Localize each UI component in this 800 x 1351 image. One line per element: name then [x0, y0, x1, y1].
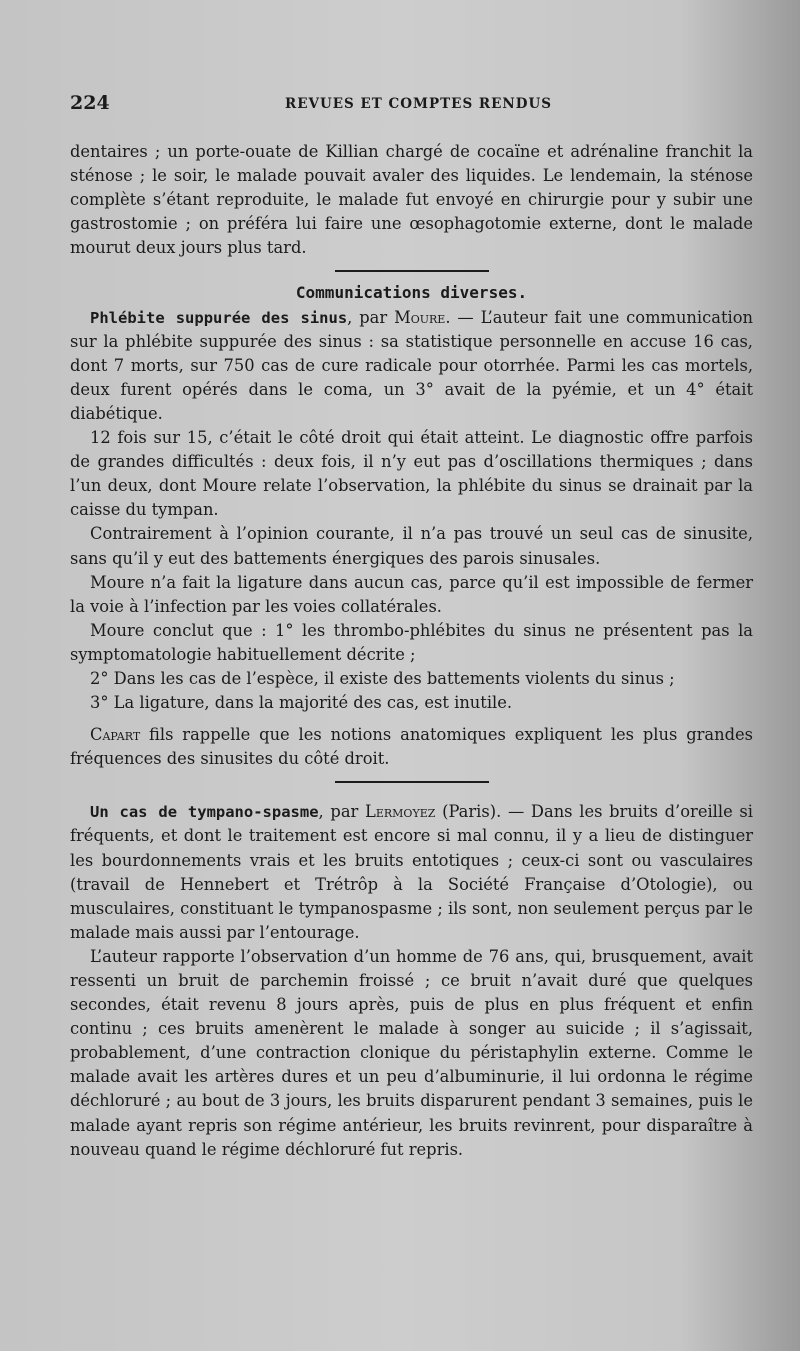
paragraph-text: (Paris). — Dans les bruits d’oreille si fréquents, et dont le traitement est encore si mal connu, il y a lieu de distinguer les bourdonnements vrais et les bruits entotiques ; ceux-ci sont ou vasculaires (travail de Hennebert et Trétrôp à la Société Française d’Otologie), ou musculaires, constituant le tympanospasme ; ils sont, non seulement perçus par le malade mais aussi par l’entourage. — [70, 802, 753, 942]
author-name: Capart — [90, 725, 141, 745]
paragraph: 12 fois sur 15, c’était le côté droit qui était atteint. Le diagnostic offre parfois de grandes difficultés : deux fois, il n’y eut pas d’oscillations thermiques ; dans l’un deux, dont Moure relate l’observation, la phlébite du sinus se drainait par la caisse du tympan. — [70, 428, 753, 520]
paragraph: L’auteur rapporte l’observation d’un homme de 76 ans, qui, brusquement, avait ressenti un bruit de parchemin froissé ; ce bruit n’avait duré que quelques secondes, était revenu 8 jours après, puis de plus en plus fréquent et enfin continu ; ces bruits amenèrent le malade à songer au suicide ; il s’agissait, probablement, d’une contraction clonique du péristaphylin externe. Comme le malade avait les artères dures et un peu d’albuminurie, il lui ordonna le régime déchloruré ; au bout de 3 jours, les bruits disparurent pendant 3 semaines, puis le malade ayant repris son régime antérieur, les bruits revinrent, pour disparaître à nouveau quand le régime déchloruré fut repris. — [70, 946, 753, 1159]
section-heading: Communications diverses. — [295, 283, 528, 303]
body-text — [70, 140, 753, 1162]
paragraph-tympano-spasme — [70, 800, 753, 945]
spacer — [70, 715, 753, 723]
paragraph-phlebite — [70, 306, 753, 426]
paragraph-text: fils rappelle que les notions anatomiques expliquent les plus grandes fréquences des sinusites du côté droit. — [70, 725, 753, 769]
paragraph: 2° Dans les cas de l’espèce, il existe des battements violents du sinus ; — [90, 668, 675, 688]
page-number: 224 — [70, 92, 110, 114]
running-title: REVUES ET COMPTES RENDUS — [285, 96, 552, 112]
author-name: Moure — [394, 307, 446, 327]
paragraph-text: . — L’auteur fait une communication sur la phlébite suppurée des sinus : sa statistique personnelle en accuse 16 cas, dont 7 morts, sur 750 cas de cure radicale pour otorrhée. Parmi les cas mortels, deux furent opérés dans le coma, un 3° avait de la pyémie, et un 4° était diabétique. — [70, 307, 753, 423]
paragraph: 3° La ligature, dans la majorité des cas, est inutile. — [90, 693, 513, 713]
paragraph-continuation: dentaires ; un porte-ouate de Killian chargé de cocaïne et adrénaline franchit la sténose ; le soir, le malade pouvait avaler des liquides. Le lendemain, la sténose complète s’étant reproduite, le malade fut envoyé en chirurgie pour y subir une gastrostomie ; on préféra lui faire une œsophagotomie externe, dont le malade mourut deux jours plus tard. — [70, 142, 753, 258]
paragraph: Contrairement à l’opinion courante, il n’a pas trouvé un seul cas de sinusite, sans qu’il y eut des battements énergiques des parois sinusales. — [70, 524, 753, 568]
byline-connector: , par — [347, 307, 395, 327]
page-header — [70, 92, 760, 118]
section-rule — [335, 781, 489, 783]
paragraph-capart — [70, 723, 753, 771]
author-name: Lermoyez — [365, 802, 436, 822]
paragraph: Moure n’a fait la ligature dans aucun cas, parce qu’il est impossible de fermer la voie à l’infection par les voies collatérales. — [70, 572, 753, 616]
byline-connector: , par — [318, 802, 366, 822]
spacer — [70, 792, 753, 800]
article-title: Un cas de tympano-spasme — [90, 803, 319, 822]
paragraph: Moure conclut que : 1° les thrombo-phlébites du sinus ne présentent pas la symptomatologie habituellement décrite ; — [70, 620, 753, 664]
section-rule — [335, 270, 489, 272]
article-title: Phlébite suppurée des sinus — [90, 308, 348, 327]
